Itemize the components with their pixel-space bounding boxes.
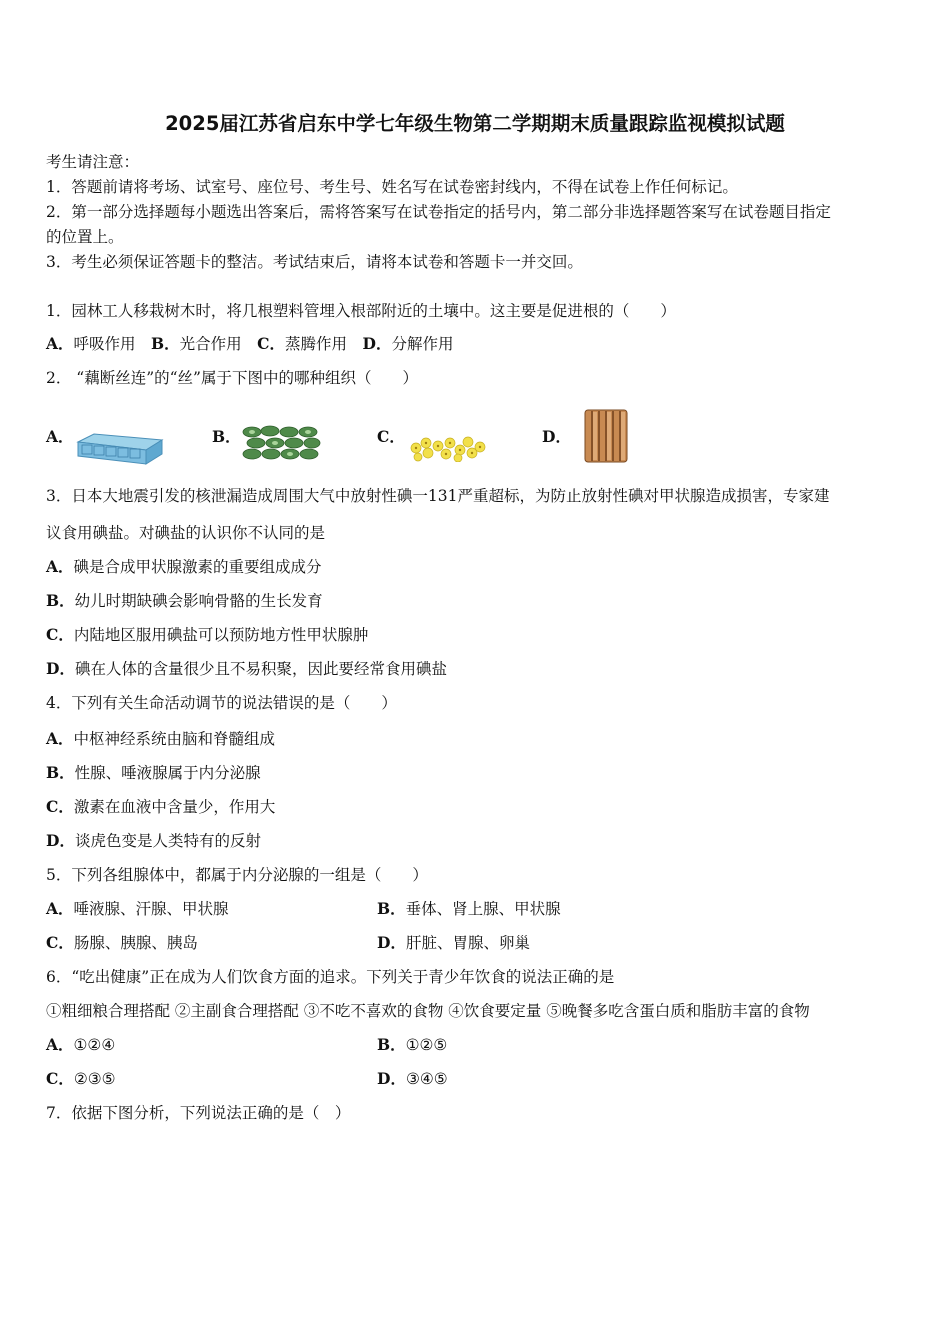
conducting-tissue-icon <box>583 408 629 464</box>
question-4-stem: 4．下列有关生命活动调节的说法错误的是（ ） <box>46 694 397 712</box>
muscle-cell-tissue-icon <box>242 424 322 462</box>
notice-item: 1．答题前请将考场、试室号、座位号、考生号、姓名写在试卷密封线内，不得在试卷上作任何标记。 <box>46 178 738 196</box>
question-4-option: B．性腺、唾液腺属于内分泌腺 <box>46 763 261 782</box>
question-6-statements: ①粗细粮合理搭配 ②主副食合理搭配 ③不吃不喜欢的食物 ④饮食要定量 ⑤晚餐多吃含蛋白质和脂肪丰富的食物 <box>46 1002 810 1020</box>
question-4-option: C．激素在血液中含量少，作用大 <box>46 797 276 816</box>
question-5-option: D．肝脏、胃腺、卵巢 <box>377 933 530 952</box>
option-label: D． <box>542 427 571 446</box>
question-7-stem: 7．依据下图分析，下列说法正确的是（ ） <box>46 1104 351 1122</box>
question-6-option: D．③④⑤ <box>377 1069 448 1088</box>
question-5-option: B．垂体、肾上腺、甲状腺 <box>377 899 561 918</box>
question-6-stem: 6．“吃出健康”正在成为人们饮食方面的追求。下列关于青少年饮食的说法正确的是 <box>46 968 615 986</box>
epithelial-tissue-icon <box>76 432 164 466</box>
question-3-option: D．碘在人体的含量很少且不易积聚，因此要经常食用碘盐 <box>46 659 447 678</box>
option-label: C． <box>377 427 405 446</box>
question-5-option: A．唾液腺、汗腺、甲状腺 <box>46 899 229 918</box>
question-6-option: A．①②④ <box>46 1035 116 1054</box>
question-5-option: C．肠腺、胰腺、胰岛 <box>46 933 198 952</box>
question-6-option: B．①②⑤ <box>377 1035 448 1054</box>
question-3-stem: 3．日本大地震引发的核泄漏造成周围大气中放射性碘一131严重超标，为防止放射性碘对甲状腺造成损害，专家建 <box>46 487 830 505</box>
question-4-option: A．中枢神经系统由脑和脊髓组成 <box>46 729 276 748</box>
question-3-option: B．幼儿时期缺碘会影响骨骼的生长发育 <box>46 591 323 610</box>
connective-tissue-icon <box>408 434 486 462</box>
question-4-option: D．谈虎色变是人类特有的反射 <box>46 831 261 850</box>
notice-item: 3．考生必须保证答题卡的整洁。考试结束后，请将本试卷和答题卡一并交回。 <box>46 253 583 271</box>
question-3-stem-cont: 议食用碘盐。对碘盐的认识你不认同的是 <box>46 524 326 542</box>
option-label: B． <box>212 427 241 446</box>
question-3-option: A．碘是合成甲状腺激素的重要组成成分 <box>46 557 322 576</box>
option-label: A． <box>46 427 74 446</box>
page-title: 2025届江苏省启东中学七年级生物第二学期期末质量跟踪监视模拟试题 <box>165 112 785 135</box>
notice-item: 的位置上。 <box>46 228 124 246</box>
question-5-stem: 5．下列各组腺体中，都属于内分泌腺的一组是（ ） <box>46 866 428 884</box>
question-1-options: A．呼吸作用 B．光合作用 C．蒸腾作用 D．分解作用 <box>46 334 454 353</box>
question-3-option: C．内陆地区服用碘盐可以预防地方性甲状腺肿 <box>46 625 369 644</box>
notice-heading: 考生请注意： <box>46 153 140 171</box>
question-2-stem: 2． “藕断丝连”的“丝”属于下图中的哪种组织（ ） <box>46 369 418 387</box>
notice-item: 2．第一部分选择题每小题选出答案后，需将答案写在试卷指定的括号内，第二部分非选择题答案写在试卷题目指定 <box>46 203 831 221</box>
question-6-option: C．②③⑤ <box>46 1069 116 1088</box>
question-1-stem: 1．园林工人移栽树木时，将几根塑料管埋入根部附近的土壤中。这主要是促进根的（ ） <box>46 302 676 320</box>
